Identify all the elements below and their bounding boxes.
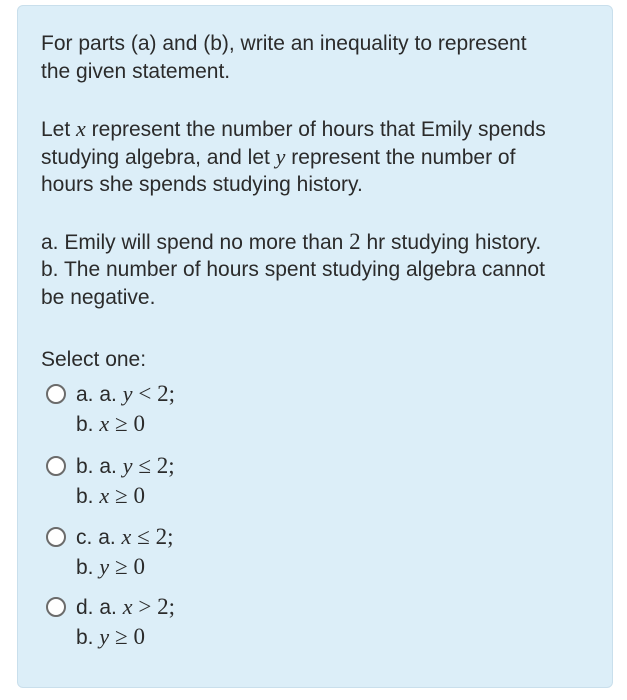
option-operator: ≥ xyxy=(114,411,128,436)
option-value: 0 xyxy=(133,624,145,649)
option-line-2 xyxy=(76,623,145,652)
part-label: a. xyxy=(99,455,117,478)
option-letter: d. xyxy=(76,596,94,619)
instructions-line-2: the given statement. xyxy=(41,60,231,83)
option-operator: ≥ xyxy=(114,483,128,508)
radio-button[interactable] xyxy=(46,456,66,476)
option-variable: x xyxy=(99,483,110,508)
option-line-2 xyxy=(76,410,145,439)
radio-button[interactable] xyxy=(46,597,66,617)
option-line-2 xyxy=(76,482,145,511)
select-one-prompt: Select one: xyxy=(41,348,147,371)
part-label: a. xyxy=(99,596,117,619)
option-variable: x xyxy=(99,411,110,436)
statement-text: hr studying history. xyxy=(366,231,542,254)
option-value: 0 xyxy=(133,411,145,436)
statement-a xyxy=(41,228,541,257)
context-text: represent the number of xyxy=(291,146,516,169)
part-label: a. xyxy=(98,526,116,549)
option-value: 2; xyxy=(156,453,175,478)
option-variable: y xyxy=(122,381,133,406)
option-variable: y xyxy=(99,624,110,649)
option-letter: c. xyxy=(76,526,93,549)
option-value: 2; xyxy=(157,594,176,619)
option-variable: y xyxy=(99,554,110,579)
instructions-line-1: For parts (a) and (b), write an inequality to represent xyxy=(41,32,527,55)
option-line-1 xyxy=(76,380,175,409)
option-variable: y xyxy=(122,453,133,478)
context-text: represent the number of hours that Emily spends xyxy=(91,118,546,141)
part-label: b. xyxy=(76,626,94,649)
statement-b-line-2: be negative. xyxy=(41,286,156,309)
variable-x: x xyxy=(76,116,86,141)
option-operator: < xyxy=(138,381,152,406)
statement-number: 2 xyxy=(349,229,361,254)
context-line-2 xyxy=(41,143,515,172)
option-value: 2; xyxy=(157,381,176,406)
option-value: 2; xyxy=(155,524,174,549)
option-line-1 xyxy=(76,523,174,552)
part-label: b. xyxy=(76,413,94,436)
option-value: 0 xyxy=(133,483,145,508)
option-value: 0 xyxy=(133,554,145,579)
option-line-2 xyxy=(76,553,145,582)
option-operator: ≥ xyxy=(114,624,128,649)
statement-text: a. Emily will spend no more than xyxy=(41,231,344,254)
option-operator: ≤ xyxy=(137,524,150,549)
option-line-1 xyxy=(76,593,175,622)
part-label: a. xyxy=(99,383,117,406)
context-line-1 xyxy=(41,115,546,144)
statement-b-line-1: b. The number of hours spent studying algebra cannot xyxy=(41,258,545,281)
option-variable: x xyxy=(122,594,133,619)
option-letter: a. xyxy=(76,383,94,406)
option-operator: ≤ xyxy=(138,453,151,478)
option-operator: ≥ xyxy=(114,554,128,579)
part-label: b. xyxy=(76,485,94,508)
option-variable: x xyxy=(121,524,132,549)
radio-button[interactable] xyxy=(46,527,66,547)
option-letter: b. xyxy=(76,455,94,478)
context-line-3: hours she spends studying history. xyxy=(41,173,363,196)
part-label: b. xyxy=(76,556,94,579)
variable-y: y xyxy=(275,144,286,169)
context-text: studying algebra, and let xyxy=(41,146,270,169)
option-operator: > xyxy=(138,594,152,619)
radio-button[interactable] xyxy=(46,384,66,404)
context-text: Let xyxy=(41,118,71,141)
option-line-1 xyxy=(76,452,175,481)
